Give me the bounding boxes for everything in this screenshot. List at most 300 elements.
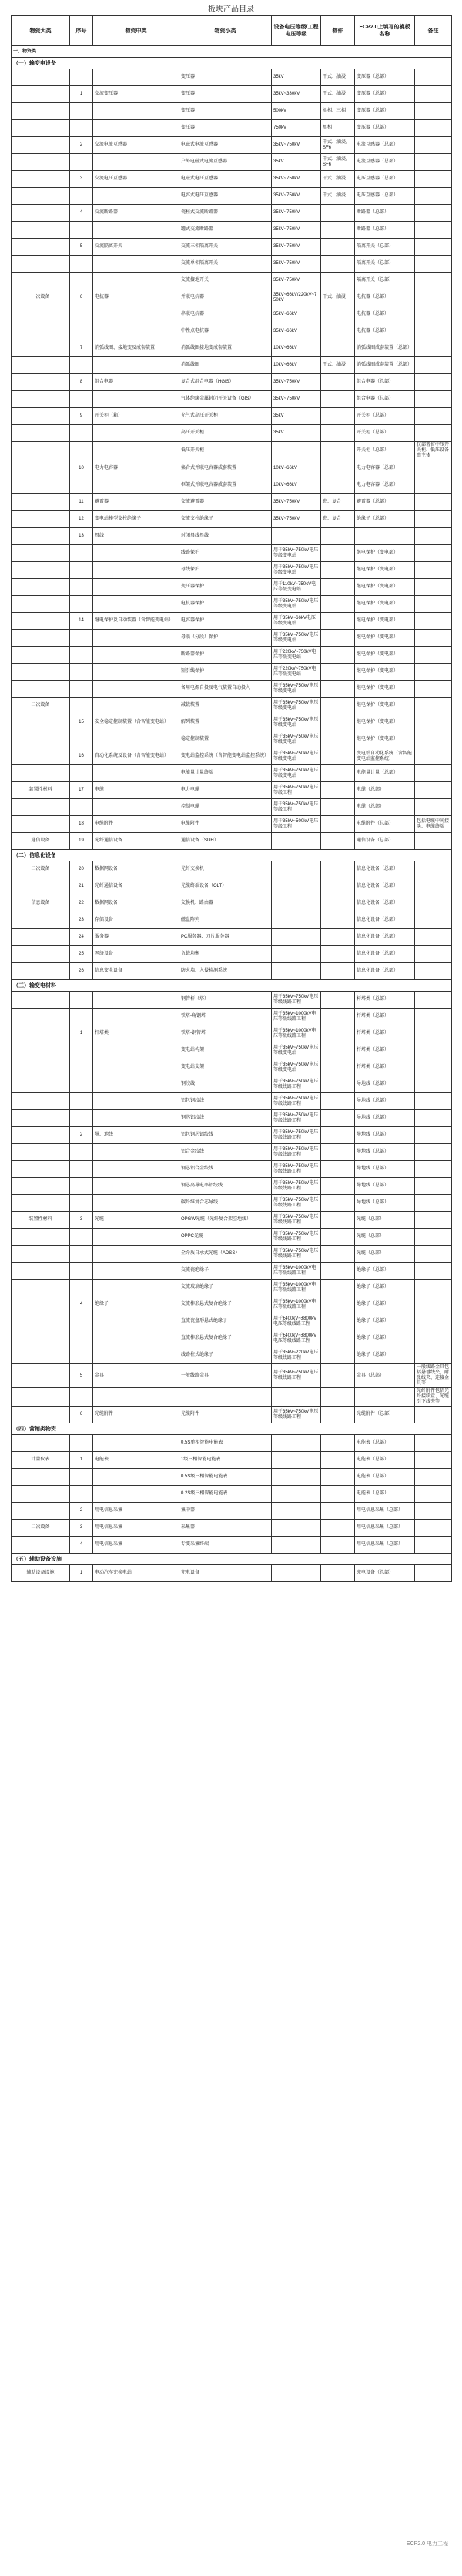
cell-voltage: 35kV~750kV [272, 511, 321, 528]
cell-template: 绝缘子（总部） [355, 1280, 415, 1296]
cell-major-category [12, 340, 70, 357]
table-row [12, 137, 452, 154]
cell-sub-category: 封闭母线母线 [179, 528, 272, 545]
cell-remark [415, 374, 452, 391]
cell-major-category [12, 154, 70, 171]
table-row [12, 946, 452, 963]
cell-mid-category: 用电信息采集 [93, 1503, 179, 1520]
cell-seq: 5 [70, 1364, 93, 1388]
cell-seq: 2 [70, 137, 93, 154]
cell-sub-category: 充电设备 [179, 1565, 272, 1582]
cell-mid-category [93, 154, 179, 171]
cell-mid-category [93, 799, 179, 816]
section-title: （二）信息化设备 [12, 850, 452, 861]
cell-voltage: 750kV [272, 120, 321, 137]
cell-mid-category: 用电信息采集 [93, 1537, 179, 1554]
cell-seq: 3 [70, 1212, 93, 1229]
cell-template: 信息化设备（总部） [355, 929, 415, 946]
cell-template: 导地线（总部） [355, 1076, 415, 1093]
cell-seq [70, 992, 93, 1009]
cell-remark [415, 511, 452, 528]
cell-template: 消弧线圈成套装置（总部） [355, 357, 415, 374]
cell-major-category [12, 1042, 70, 1059]
cell-sub-category: 铝包钢芯铝绞线 [179, 1127, 272, 1144]
cell-seq [70, 1042, 93, 1059]
cell-sub-category: 框架式并联电容器成套装置 [179, 477, 272, 494]
section-title: （一）输变电设备 [12, 58, 452, 69]
table-row [12, 912, 452, 929]
cell-seq: 25 [70, 946, 93, 963]
cell-feature [321, 1388, 355, 1407]
cell-sub-category: 减载装置 [179, 698, 272, 714]
cell-mid-category [93, 256, 179, 273]
cell-seq [70, 1388, 93, 1407]
cell-voltage [272, 861, 321, 878]
cell-major-category [12, 1435, 70, 1452]
table-row [12, 1178, 452, 1195]
cell-major-category: 计量仪表 [12, 1452, 70, 1469]
cell-remark [415, 425, 452, 442]
cell-major-category: 装置性材料 [12, 782, 70, 799]
cell-remark [415, 1229, 452, 1246]
cell-seq: 17 [70, 782, 93, 799]
cell-template: 信息化设备（总部） [355, 963, 415, 980]
cell-sub-category: 通信设备（SDH） [179, 833, 272, 850]
cell-sub-category: 稳定控制装置 [179, 731, 272, 748]
cell-seq: 22 [70, 895, 93, 912]
table-row [12, 528, 452, 545]
cell-remark [415, 1246, 452, 1263]
cell-sub-category [179, 1388, 272, 1407]
table-row [12, 323, 452, 340]
cell-template: 金具（总部） [355, 1364, 415, 1388]
cell-mid-category: 光缆附件 [93, 1407, 179, 1423]
cell-remark [415, 188, 452, 205]
cell-seq [70, 1144, 93, 1161]
cell-voltage: 用于35kV~750kV电压等级变电站 [272, 681, 321, 698]
cell-major-category [12, 357, 70, 374]
cell-major-category [12, 1486, 70, 1503]
cell-remark [415, 460, 452, 477]
cell-voltage: 用于35kV~750kV电压等级线路工程 [272, 1110, 321, 1127]
cell-mid-category: 光纤通信设备 [93, 833, 179, 850]
table-row [12, 340, 452, 357]
table-row [12, 477, 452, 494]
cell-mid-category [93, 391, 179, 408]
cell-feature [321, 562, 355, 579]
cell-sub-category: 光缆终端设备（OLT） [179, 878, 272, 895]
cell-sub-category: 交流三相隔离开关 [179, 239, 272, 256]
cell-feature [321, 528, 355, 545]
cell-feature [321, 1452, 355, 1469]
cell-seq [70, 1347, 93, 1364]
cell-seq [70, 1435, 93, 1452]
cell-voltage: 35kV~750kV [272, 256, 321, 273]
cell-sub-category: 碳纤维复合芯导线 [179, 1195, 272, 1212]
cell-major-category [12, 1127, 70, 1144]
cell-seq [70, 256, 93, 273]
cell-voltage [272, 963, 321, 980]
cell-major-category [12, 1388, 70, 1407]
cell-seq: 4 [70, 1296, 93, 1313]
cell-remark [415, 86, 452, 103]
section-row [12, 980, 452, 992]
cell-major-category [12, 878, 70, 895]
table-row [12, 256, 452, 273]
cell-feature [321, 1503, 355, 1520]
cell-remark [415, 963, 452, 980]
cell-feature [321, 1263, 355, 1280]
cell-sub-category: 低压开关柜 [179, 442, 272, 460]
cell-template: 电抗器（总部） [355, 306, 415, 323]
cell-voltage [272, 946, 321, 963]
header-sub-category: 物资小类 [179, 16, 272, 46]
cell-sub-category: 铝包钢绞线 [179, 1093, 272, 1110]
cell-feature [321, 833, 355, 850]
cell-major-category: 二次设备 [12, 861, 70, 878]
cell-remark [415, 1212, 452, 1229]
cell-mid-category: 服务器 [93, 929, 179, 946]
cell-sub-category: 母联（分段）保护 [179, 630, 272, 647]
cell-seq [70, 188, 93, 205]
cell-major-category [12, 562, 70, 579]
cell-template: 电能表（总部） [355, 1435, 415, 1452]
cell-mid-category: 交流隔离开关 [93, 239, 179, 256]
cell-remark [415, 1313, 452, 1330]
cell-sub-category: 瓷柱式交流断路器 [179, 205, 272, 222]
cell-feature [321, 992, 355, 1009]
cell-mid-category [93, 579, 179, 596]
cell-remark [415, 1520, 452, 1537]
table-row [12, 1144, 452, 1161]
cell-seq [70, 698, 93, 714]
cell-mid-category: 自动化系统及设备（含智能变电站） [93, 748, 179, 765]
table-row [12, 664, 452, 681]
cell-seq [70, 120, 93, 137]
cell-major-category [12, 222, 70, 239]
cell-voltage [272, 1435, 321, 1452]
cell-remark [415, 205, 452, 222]
cell-feature [321, 1565, 355, 1582]
cell-seq [70, 391, 93, 408]
cell-feature [321, 647, 355, 664]
cell-feature [321, 1537, 355, 1554]
cell-mid-category [93, 545, 179, 562]
cell-feature: 单相、三相 [321, 103, 355, 120]
cell-mid-category: 网络设备 [93, 946, 179, 963]
cell-remark [415, 912, 452, 929]
table-row [12, 1280, 452, 1296]
cell-remark [415, 630, 452, 647]
cell-voltage: 用于35kV~500kV电压等级工程 [272, 816, 321, 833]
cell-template: 电抗器（总部） [355, 289, 415, 306]
cell-feature [321, 323, 355, 340]
table-row [12, 613, 452, 630]
cell-feature [321, 1313, 355, 1330]
cell-major-category [12, 613, 70, 630]
cell-sub-category: 变电站构架 [179, 1042, 272, 1059]
cell-major-category [12, 1161, 70, 1178]
cell-mid-category [93, 1059, 179, 1076]
cell-voltage: 35kV~330kV [272, 86, 321, 103]
cell-feature: 瓷、复合 [321, 494, 355, 511]
table-row [12, 1263, 452, 1280]
cell-seq: 14 [70, 613, 93, 630]
table-row [12, 1246, 452, 1263]
cell-sub-category: 交流接地开关 [179, 273, 272, 289]
cell-remark [415, 1076, 452, 1093]
cell-template: 光缆附件（总部） [355, 1407, 415, 1423]
cell-sub-category: 集合式并联电容器成套装置 [179, 460, 272, 477]
cell-seq [70, 799, 93, 816]
cell-mid-category: 电能表 [93, 1452, 179, 1469]
table-row [12, 1296, 452, 1313]
cell-feature [321, 391, 355, 408]
cell-feature [321, 681, 355, 698]
cell-major-category [12, 460, 70, 477]
cell-sub-category: 电能量计量终端 [179, 765, 272, 782]
cell-seq: 9 [70, 408, 93, 425]
cell-voltage: 35kV~750kV [272, 205, 321, 222]
cell-seq [70, 765, 93, 782]
cell-voltage: 用于35kV~750kV电压等级线路工程 [272, 1093, 321, 1110]
cell-seq: 16 [70, 748, 93, 765]
cell-template: 导地线（总部） [355, 1178, 415, 1195]
cell-remark: 包括电缆中间接头、电缆终端 [415, 816, 452, 833]
cell-mid-category: 存储设备 [93, 912, 179, 929]
cell-mid-category: 消弧线圈、接地变及成套装置 [93, 340, 179, 357]
cell-sub-category: 复合式组合电器（HGIS） [179, 374, 272, 391]
cell-template [355, 1388, 415, 1407]
cell-remark [415, 222, 452, 239]
table-row [12, 647, 452, 664]
cell-feature [321, 273, 355, 289]
table-row [12, 1486, 452, 1503]
cell-template: 断路器（总部） [355, 205, 415, 222]
cell-voltage: 35kV [272, 69, 321, 86]
cell-major-category [12, 1469, 70, 1486]
cell-sub-category: 电缆附件 [179, 816, 272, 833]
cell-template: 避雷器（总部） [355, 494, 415, 511]
table-row [12, 306, 452, 323]
cell-mid-category [93, 647, 179, 664]
cell-seq [70, 1280, 93, 1296]
cell-seq [70, 273, 93, 289]
cell-remark [415, 1059, 452, 1076]
table-row [12, 103, 452, 120]
cell-remark [415, 1127, 452, 1144]
cell-seq [70, 1246, 93, 1263]
cell-seq: 6 [70, 289, 93, 306]
cell-mid-category: 交流变压器 [93, 86, 179, 103]
cell-sub-category: 消弧线圈 [179, 357, 272, 374]
cell-major-category [12, 946, 70, 963]
table-row [12, 391, 452, 408]
cell-sub-category: 交流瓷绝缘子 [179, 1263, 272, 1280]
cell-template: 电能量计量（总部） [355, 765, 415, 782]
header-remark: 备注 [415, 16, 452, 46]
cell-mid-category: 电力电容器 [93, 460, 179, 477]
cell-seq: 18 [70, 816, 93, 833]
table-row [12, 86, 452, 103]
cell-feature [321, 1229, 355, 1246]
cell-feature [321, 374, 355, 391]
cell-mid-category [93, 1229, 179, 1246]
cell-seq [70, 681, 93, 698]
cell-feature: 干式、油浸 [321, 357, 355, 374]
cell-template: 杆塔类（总部） [355, 1042, 415, 1059]
cell-remark [415, 1435, 452, 1452]
cell-remark [415, 120, 452, 137]
table-row [12, 205, 452, 222]
cell-seq: 3 [70, 1520, 93, 1537]
cell-template: 组合电器（总部） [355, 374, 415, 391]
cell-template: 杆塔类（总部） [355, 1009, 415, 1025]
cell-major-category [12, 1263, 70, 1280]
header-template: ECP2.0上填写的模板名称 [355, 16, 415, 46]
cell-sub-category: 铁塔-角钢塔 [179, 1009, 272, 1025]
section-row [12, 1423, 452, 1435]
cell-remark [415, 137, 452, 154]
cell-seq: 4 [70, 1537, 93, 1554]
table-row [12, 929, 452, 946]
table-row [12, 1127, 452, 1144]
cell-feature [321, 1178, 355, 1195]
cell-major-category [12, 765, 70, 782]
cell-seq [70, 579, 93, 596]
cell-major-category [12, 273, 70, 289]
cell-sub-category: 中性点电抗器 [179, 323, 272, 340]
cell-template: 电压互感器（总部） [355, 171, 415, 188]
cell-feature [321, 878, 355, 895]
cell-seq: 3 [70, 171, 93, 188]
cell-mid-category: 组合电器 [93, 374, 179, 391]
cell-mid-category [93, 1347, 179, 1364]
cell-major-category [12, 442, 70, 460]
cell-template: 继电保护（变电部） [355, 664, 415, 681]
table-row [12, 222, 452, 239]
cell-template: 电能表（总部） [355, 1469, 415, 1486]
cell-feature [321, 1025, 355, 1042]
cell-major-category [12, 1330, 70, 1347]
cell-major-category: 二次设备 [12, 698, 70, 714]
table-row [12, 1435, 452, 1452]
cell-mid-category: 电抗器 [93, 289, 179, 306]
cell-feature: 干式、油浸 [321, 289, 355, 306]
cell-template: 断路器（总部） [355, 222, 415, 239]
cell-feature [321, 1469, 355, 1486]
table-row [12, 1042, 452, 1059]
cell-major-category [12, 1407, 70, 1423]
cell-remark [415, 1263, 452, 1280]
cell-template: 杆塔类（总部） [355, 992, 415, 1009]
cell-voltage: 用于35kV~750kV电压等级线路工程 [272, 1229, 321, 1246]
cell-sub-category: 0.5S级三相智能电能表 [179, 1469, 272, 1486]
cell-remark [415, 1407, 452, 1423]
cell-mid-category: 数据网设备 [93, 861, 179, 878]
table-row [12, 562, 452, 579]
cell-template: 导地线（总部） [355, 1093, 415, 1110]
cell-seq [70, 630, 93, 647]
cell-remark [415, 782, 452, 799]
cell-seq [70, 1263, 93, 1280]
cell-major-category [12, 912, 70, 929]
cell-mid-category: 电缆 [93, 782, 179, 799]
cell-voltage: 用于35kV~750kV电压等级变电站 [272, 596, 321, 613]
cell-sub-category: 钢芯铝绞线 [179, 1110, 272, 1127]
cell-mid-category: 导、地线 [93, 1127, 179, 1144]
cell-template: 绝缘子（总部） [355, 511, 415, 528]
cell-sub-category: 电容式电压互感器 [179, 188, 272, 205]
cell-sub-category: 交流单相隔离开关 [179, 256, 272, 273]
cell-mid-category [93, 69, 179, 86]
cell-seq: 2 [70, 1503, 93, 1520]
cell-mid-category [93, 1195, 179, 1212]
cell-major-category [12, 408, 70, 425]
cell-remark [415, 1025, 452, 1042]
cell-voltage: 用于35kV~220kV电压等级线路工程 [272, 1347, 321, 1364]
cell-mid-category: 绝缘子 [93, 1296, 179, 1313]
cell-remark [415, 861, 452, 878]
cell-feature [321, 442, 355, 460]
cell-feature [321, 1093, 355, 1110]
cell-remark [415, 878, 452, 895]
table-row [12, 1330, 452, 1347]
cell-voltage: 用于35kV~750kV电压等级变电站 [272, 731, 321, 748]
cell-remark [415, 1042, 452, 1059]
cell-mid-category [93, 1076, 179, 1093]
cell-voltage: 35kV~750kV [272, 391, 321, 408]
cell-major-category [12, 1144, 70, 1161]
cell-sub-category: 变压器 [179, 86, 272, 103]
cell-remark [415, 171, 452, 188]
cell-voltage [272, 442, 321, 460]
cell-feature [321, 1144, 355, 1161]
cell-feature [321, 1042, 355, 1059]
table-row [12, 1076, 452, 1093]
cell-template: 电力电容器（总部） [355, 477, 415, 494]
cell-remark [415, 273, 452, 289]
cell-major-category: 信息设备 [12, 895, 70, 912]
table-row [12, 239, 452, 256]
cell-feature [321, 799, 355, 816]
cell-template: 信息化设备（总部） [355, 912, 415, 929]
cell-major-category [12, 714, 70, 731]
cell-major-category [12, 374, 70, 391]
cell-mid-category [93, 1263, 179, 1280]
cell-major-category: 一次设备 [12, 289, 70, 306]
cell-sub-category: 解列装置 [179, 714, 272, 731]
cell-seq [70, 545, 93, 562]
cell-mid-category [93, 357, 179, 374]
cell-feature [321, 460, 355, 477]
cell-voltage: 用于35kV~750kV电压等级线路工程 [272, 1364, 321, 1388]
cell-sub-category: 钢管杆（塔） [179, 992, 272, 1009]
cell-seq: 1 [70, 1025, 93, 1042]
cell-sub-category: 交换机、路由器 [179, 895, 272, 912]
cell-mid-category: 安全稳定控制装置（含智能变电站） [93, 714, 179, 731]
cell-major-category [12, 477, 70, 494]
cell-feature [321, 731, 355, 748]
cell-feature [321, 1161, 355, 1178]
cell-template: 导地线（总部） [355, 1110, 415, 1127]
cell-remark [415, 698, 452, 714]
cell-template: 隔离开关（总部） [355, 273, 415, 289]
cell-remark [415, 1565, 452, 1582]
cell-remark [415, 929, 452, 946]
cell-feature [321, 1435, 355, 1452]
cell-template: 信息化设备（总部） [355, 861, 415, 878]
